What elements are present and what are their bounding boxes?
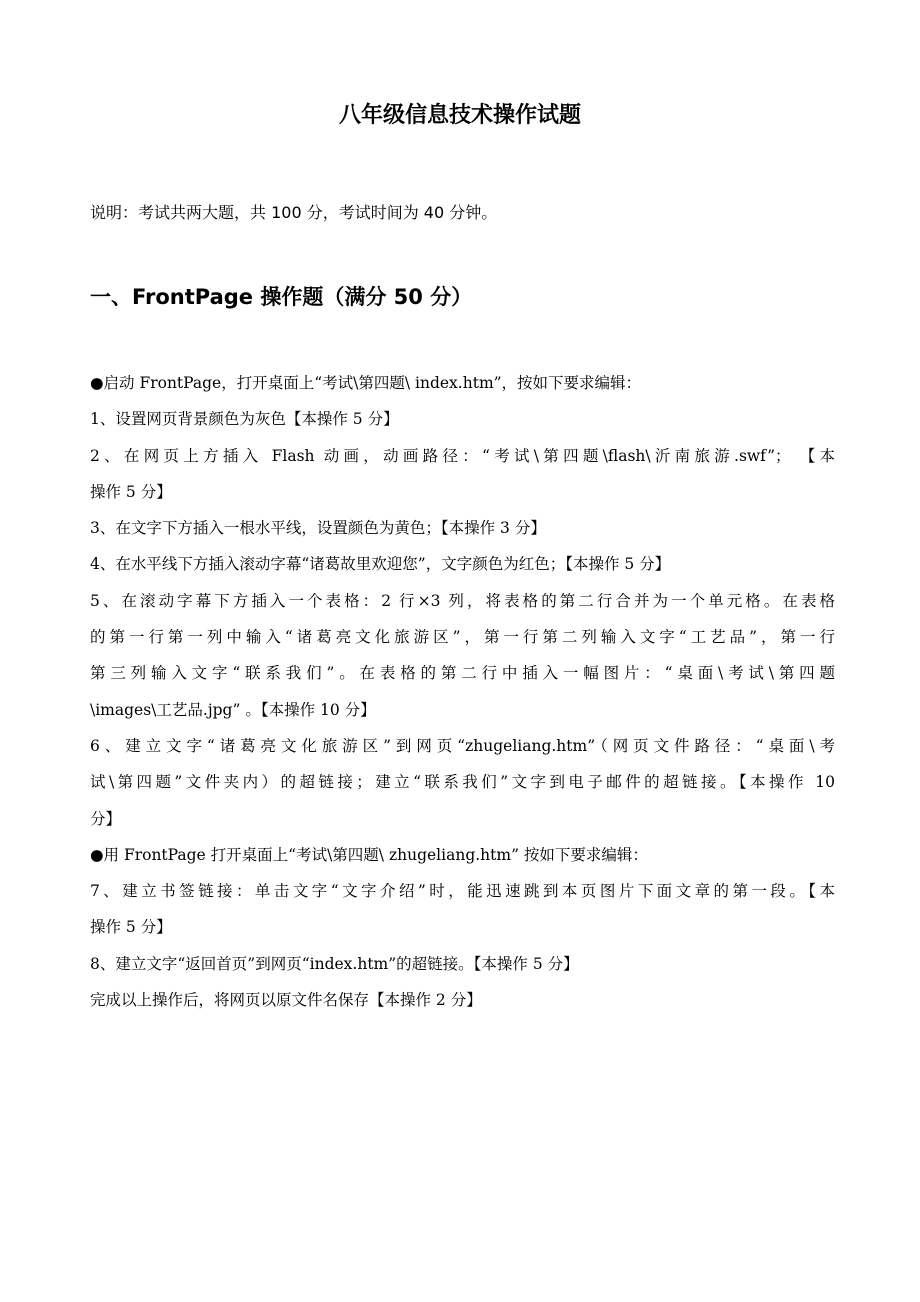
text-line: 操作 5 分】 [90,918,172,937]
section-heading: 一、FrontPage 操作题（满分 50 分） [90,285,473,309]
text-line: 1、设置网页背景颜色为灰色【本操作 5 分】 [90,410,399,429]
text-line: 3、在文字下方插入一根水平线，设置颜色为黄色；【本操作 3 分】 [90,519,546,538]
text-line: 4、在水平线下方插入滚动字幕“诸葛故里欢迎您”，文字颜色为红色；【本操作 5 分】 [90,555,671,574]
text-line: 8、建立文字“返回首页”到网页“index.htm”的超链接。【本操作 5 分】 [90,954,579,973]
page-title: 八年级信息技术操作试题 [338,103,581,128]
text-line: 操作 5 分】 [90,482,172,501]
text-line: 完成以上操作后，将网页以原文件名保存【本操作 2 分】 [90,991,482,1010]
text-line: 试\第四题”文件夹内）的超链接；建立“联系我们”文字到电子邮件的超链接。【本操作 10 [90,773,835,792]
exam-instructions: 说明：考试共两大题，共 100 分，考试时间为 40 分钟。 [90,203,498,222]
text-line: ●用 FrontPage 打开桌面上“考试\第四题\ zhugeliang.htm” 按如下要求编辑： [90,845,648,864]
text-line: 5、在滚动字幕下方插入一个表格：2 行×3 列，将表格的第二行合并为一个单元格。在表格 [90,591,835,610]
text-line: 分】 [90,809,122,828]
text-line: 6、建立文字“诸葛亮文化旅游区”到网页“zhugeliang.htm”（网页文件路径：“桌面\考 [90,736,835,755]
text-line: \images\工艺品.jpg” 。【本操作 10 分】 [90,700,376,719]
text-line: 7、建立书签链接：单击文字“文字介绍”时，能迅速跳到本页图片下面文章的第一段。【本 [90,882,835,901]
text-line: 2、在网页上方插入 Flash 动画，动画路径：“考试\第四题\flash\沂南旅游.swf”； 【本 [90,446,835,465]
text-line: ●启动 FrontPage，打开桌面上“考试\第四题\ index.htm”，按如下要求编辑： [90,374,642,392]
text-line: 第三列输入文字“联系我们”。在表格的第二行中插入一幅图片：“桌面\考试\第四题 [90,664,835,683]
text-line: 的第一行第一列中输入“诸葛亮文化旅游区”，第一行第二列输入文字“工艺品”，第一行 [90,628,835,647]
question-body [90,371,835,1024]
